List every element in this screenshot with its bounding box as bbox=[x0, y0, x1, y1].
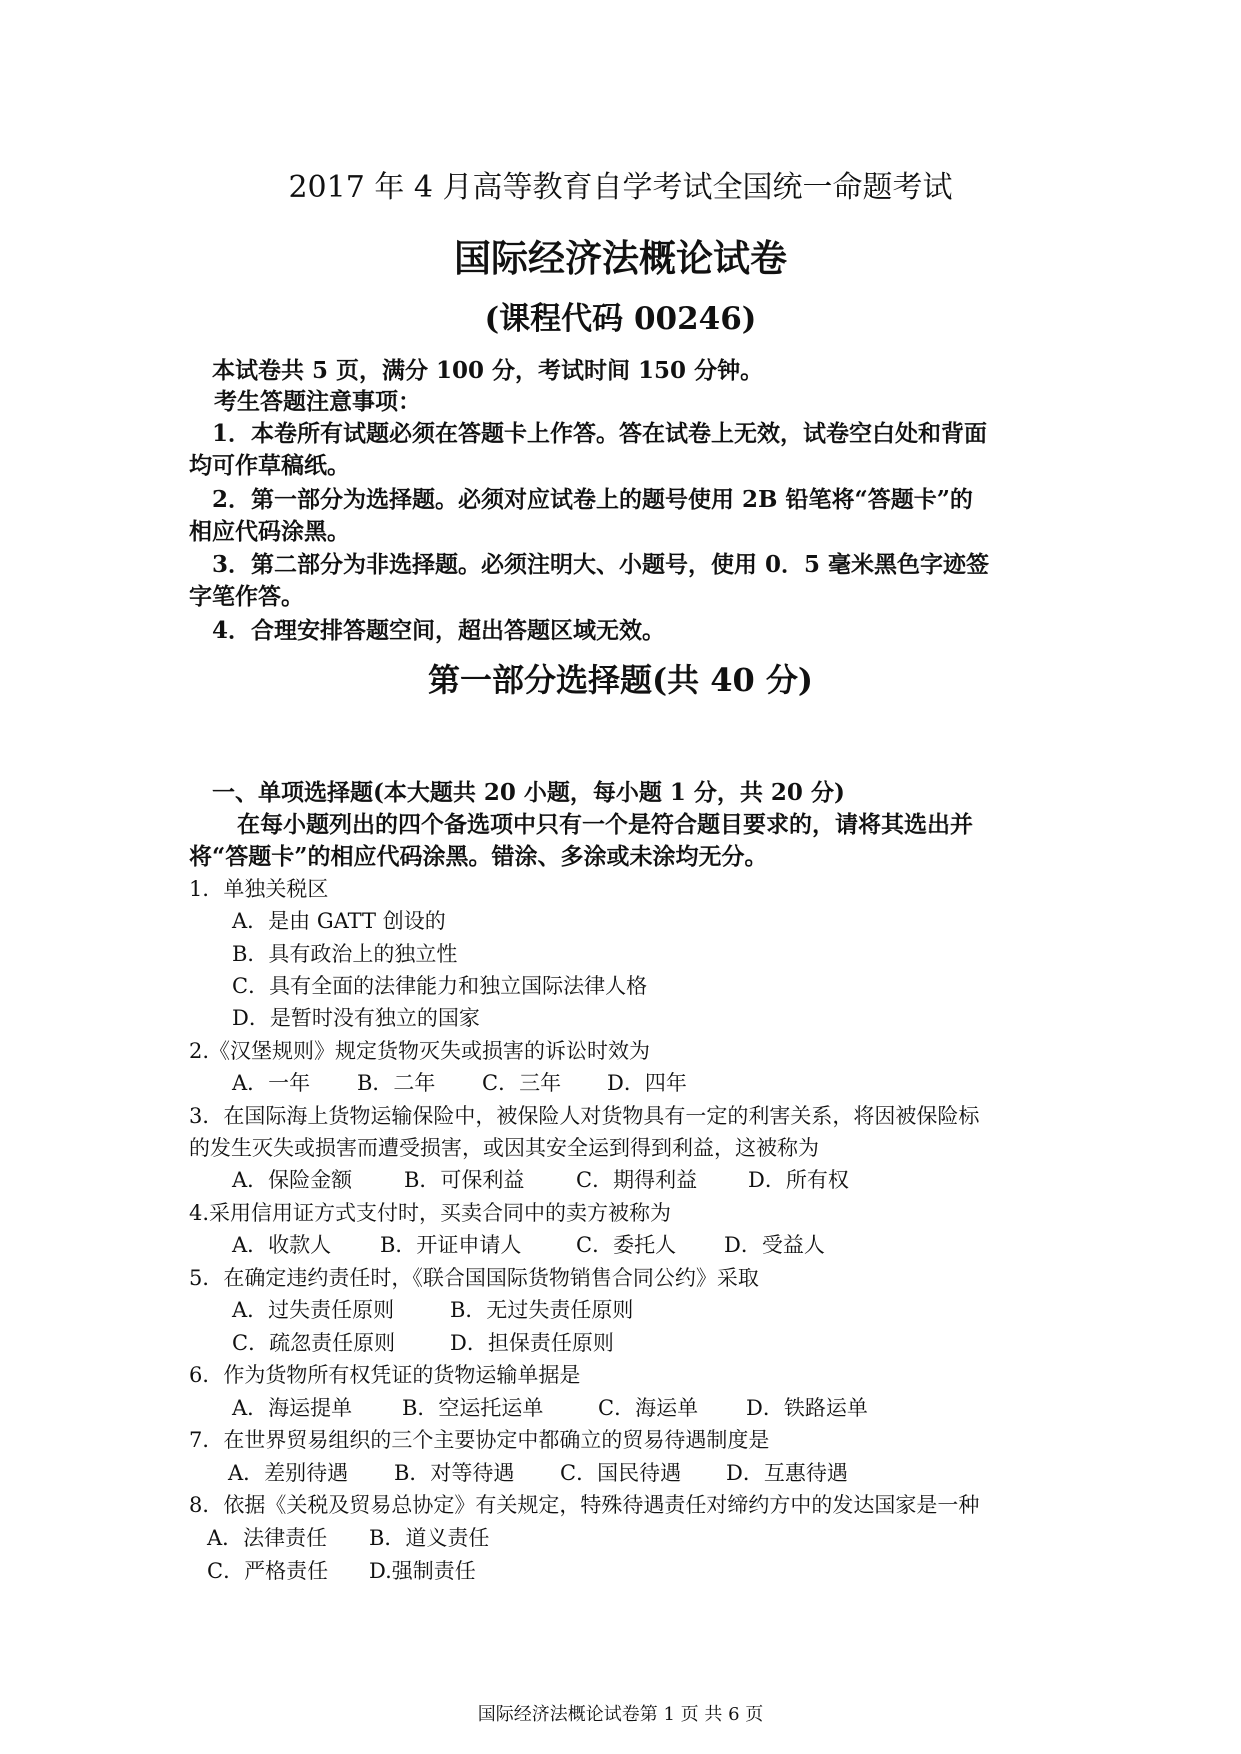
question-6-stem: 6．作为货物所有权凭证的货物运输单据是 bbox=[189, 1363, 581, 1387]
question-8-options-row2 bbox=[207, 1555, 476, 1585]
question-4-option-d: D．受益人 bbox=[724, 1233, 825, 1257]
question-2-option-a: A．一年 bbox=[232, 1071, 311, 1095]
question-4-option-a: A．收款人 bbox=[232, 1233, 332, 1257]
question-8-option-d: D.强制责任 bbox=[369, 1559, 476, 1583]
question-3-option-c: C．期得利益 bbox=[576, 1168, 698, 1192]
question-2-option-b: B．二年 bbox=[357, 1071, 436, 1095]
question-4-option-b: B．开证申请人 bbox=[380, 1233, 522, 1257]
question-5-option-b: B．无过失责任原则 bbox=[450, 1298, 634, 1322]
question-7-option-b: B．对等待遇 bbox=[394, 1461, 515, 1485]
question-8-option-b: B．道义责任 bbox=[369, 1526, 490, 1550]
paper-summary: 本试卷共 5 页，满分 100 分，考试时间 150 分钟。 bbox=[212, 357, 764, 384]
page-footer: 国际经济法概论试卷第 1 页 共 6 页 bbox=[477, 1704, 764, 1725]
question-2-options bbox=[232, 1067, 687, 1097]
notice-title: 考生答题注意事项： bbox=[214, 388, 421, 415]
question-6-option-a: A．海运提单 bbox=[232, 1396, 353, 1420]
part1-title: 第一部分选择题(共 40 分) bbox=[427, 661, 814, 699]
paper-title: 国际经济法概论试卷 bbox=[454, 236, 787, 280]
question-6-options bbox=[232, 1392, 868, 1422]
question-8-option-c: C．严格责任 bbox=[207, 1559, 329, 1583]
question-3-option-d: D．所有权 bbox=[748, 1168, 849, 1192]
notice-item-2-cont: 相应代码涂黑。 bbox=[189, 518, 350, 545]
question-6-option-c: C．海运单 bbox=[598, 1396, 699, 1420]
question-4-options bbox=[232, 1229, 825, 1259]
question-6-option-d: D．铁路运单 bbox=[746, 1396, 868, 1420]
question-5-options-row2 bbox=[232, 1327, 614, 1357]
notice-item-1-cont: 均可作草稿纸。 bbox=[189, 452, 350, 479]
question-1-option-a: A．是由 GATT 创设的 bbox=[232, 909, 446, 933]
notice-item-1: 1．本卷所有试题必须在答题卡上作答。答在试卷上无效，试卷空白处和背面 bbox=[212, 420, 988, 447]
question-1-option-b: B．具有政治上的独立性 bbox=[232, 942, 458, 966]
question-3-stem-cont: 的发生灭失或损害而遭受损害，或因其安全运到得到利益，这被称为 bbox=[189, 1136, 819, 1160]
section-description-cont: 将“答题卡”的相应代码涂黑。错涂、多涂或未涂均无分。 bbox=[189, 843, 768, 870]
question-1-option-d: D．是暂时没有独立的国家 bbox=[232, 1006, 480, 1030]
section-description: 在每小题列出的四个备选项中只有一个是符合题目要求的，请将其选出并 bbox=[237, 811, 973, 838]
question-5-options-row1 bbox=[232, 1294, 633, 1324]
question-2-stem: 2.《汉堡规则》规定货物灭失或损害的诉讼时效为 bbox=[189, 1039, 651, 1063]
question-1-stem: 1．单独关税区 bbox=[189, 877, 329, 901]
question-1-option-c: C．具有全面的法律能力和独立国际法律人格 bbox=[232, 974, 648, 998]
question-3-stem: 3．在国际海上货物运输保险中，被保险人对货物具有一定的利害关系，将因被保险标 bbox=[189, 1104, 980, 1128]
question-3-options bbox=[232, 1164, 849, 1194]
section-title: 一、单项选择题(本大题共 20 小题，每小题 1 分，共 20 分) bbox=[212, 779, 845, 806]
notice-item-3-cont: 字笔作答。 bbox=[189, 583, 304, 610]
question-5-option-a: A．过失责任原则 bbox=[232, 1298, 395, 1322]
question-5-stem: 5．在确定违约责任时，《联合国国际货物销售合同公约》采取 bbox=[189, 1266, 759, 1290]
question-8-stem: 8．依据《关税及贸易总协定》有关规定，特殊待遇责任对缔约方中的发达国家是一种 bbox=[189, 1493, 980, 1517]
question-5-option-c: C．疏忽责任原则 bbox=[232, 1331, 396, 1355]
question-3-option-a: A．保险金额 bbox=[232, 1168, 353, 1192]
question-5-option-d: D．担保责任原则 bbox=[450, 1331, 614, 1355]
question-7-stem: 7．在世界贸易组织的三个主要协定中都确立的贸易待遇制度是 bbox=[189, 1428, 770, 1452]
question-8-options-row1 bbox=[207, 1522, 489, 1552]
question-2-option-c: C．三年 bbox=[482, 1071, 562, 1095]
notice-item-3: 3．第二部分为非选择题。必须注明大、小题号，使用 0．5 毫米黑色字迹签 bbox=[212, 551, 990, 578]
question-3-option-b: B．可保利益 bbox=[404, 1168, 525, 1192]
course-code: (课程代码 00246) bbox=[484, 301, 757, 337]
notice-item-2: 2．第一部分为选择题。必须对应试卷上的题号使用 2B 铅笔将“答题卡”的 bbox=[212, 486, 973, 513]
question-8-option-a: A．法律责任 bbox=[207, 1526, 328, 1550]
question-2-option-d: D．四年 bbox=[607, 1071, 687, 1095]
question-7-option-a: A．差别待遇 bbox=[228, 1461, 349, 1485]
question-7-options bbox=[228, 1457, 848, 1487]
question-7-option-d: D．互惠待遇 bbox=[726, 1461, 848, 1485]
question-4-stem: 4.采用信用证方式支付时，买卖合同中的卖方被称为 bbox=[189, 1201, 672, 1225]
notice-item-4: 4．合理安排答题空间，超出答题区域无效。 bbox=[212, 617, 666, 644]
question-6-option-b: B．空运托运单 bbox=[402, 1396, 544, 1420]
question-7-option-c: C．国民待遇 bbox=[560, 1461, 682, 1485]
exam-session-line: 2017 年 4 月高等教育自学考试全国统一命题考试 bbox=[288, 170, 953, 205]
question-4-option-c: C．委托人 bbox=[576, 1233, 677, 1257]
